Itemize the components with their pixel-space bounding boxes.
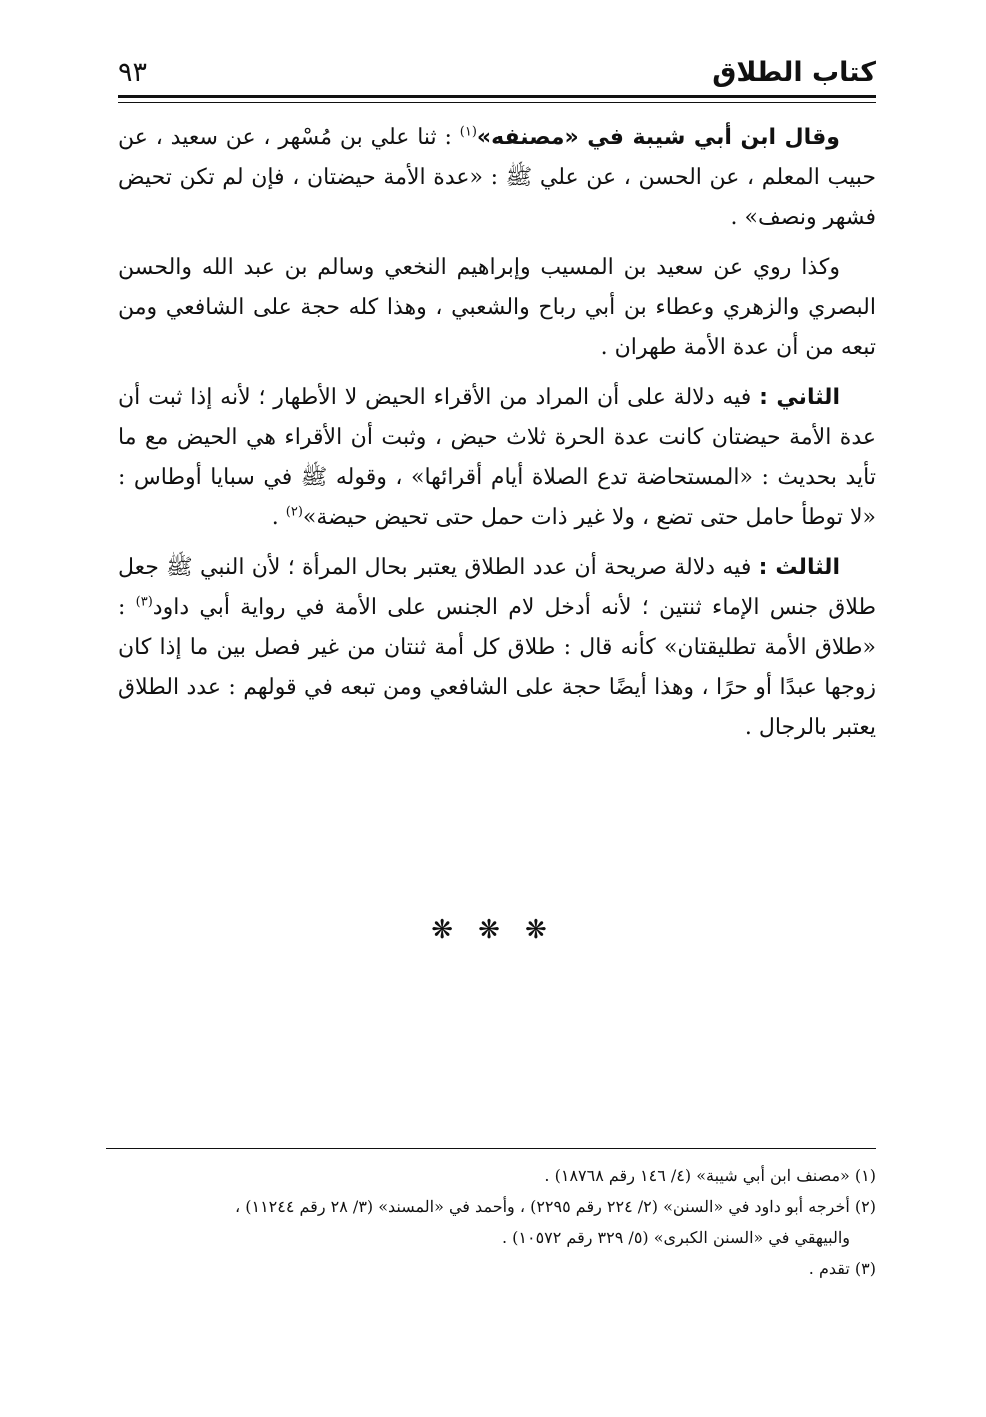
paragraph-text: : ثنا علي بن مُسْهر ، عن سعيد ، عن حبيب المعلم ، عن الحسن ، عن علي ﷺ : «عدة الأمة حيضتان ، فإن لم تكن تحيض فشهر ونصف» .: [118, 125, 876, 230]
paragraph-text: فيه دلالة صريحة أن عدد الطلاق يعتبر بحال المرأة ؛ لأن النبي ﷺ جعل طلاق جنس الإماء ثنتين ؛ لأنه أدخل لام الجنس على الأمة في رواية أبي داود: [118, 555, 876, 620]
paragraph-third-point: [118, 548, 876, 748]
footnote-ref-1[interactable]: (١): [459, 124, 477, 140]
footnote-ref-2[interactable]: (٢): [285, 504, 303, 520]
section-separator: ❋ ❋ ❋: [431, 915, 555, 945]
paragraph-text: فيه دلالة على أن المراد من الأقراء الحيض لا الأطهار ؛ لأنه إذا ثبت أن عدة الأمة حيضتان كانت عدة الحرة ثلاث حيض ، وثبت أن الأقراء هي الحيض مع ما تأيد بحديث : «المستحاضة تدع الصلاة أيام أقرائها» ، وقوله ﷺ في سبايا أوطاس : «لا توطأ حامل حتى تضع ، ولا غير ذات حمل حتى تحيض حيضة»: [118, 385, 876, 530]
chapter-title: كتاب الطلاق: [712, 57, 876, 88]
footnote-text: (١) «مصنف ابن أبي شيبة» (٤/ ١٤٦ رقم ١٨٧٦٨) .: [544, 1166, 876, 1185]
paragraph-second-point: [118, 378, 876, 538]
footnote-text: (٢) أخرجه أبو داود في «السنن» (٢/ ٢٢٤ رقم ٢٢٩٥) ، وأحمد في «المسند» (٣/ ٢٨ رقم ١١٢٤٤) ،: [234, 1197, 876, 1216]
paragraph-lead: الثاني :: [759, 385, 840, 410]
footnote-1: [100, 1160, 876, 1191]
footnote-rule: [106, 1148, 876, 1149]
footnote-3: [100, 1253, 876, 1284]
paragraph-ibn-abi-shayba: [118, 118, 876, 238]
paragraph-narrators: [118, 248, 876, 368]
main-text: [118, 118, 876, 758]
footnote-text: (٣) تقدم .: [808, 1259, 876, 1278]
paragraph-lead: الثالث :: [758, 555, 840, 580]
paragraph-text: وكذا روي عن سعيد بن المسيب وإبراهيم النخعي وسالم بن عبد الله والحسن البصري والزهري وعطاء بن أبي رباح والشعبي ، وهذا كله حجة على الشافعي ومن تبعه من أن عدة الأمة طهران .: [118, 255, 876, 360]
paragraph-tail: : «طلاق الأمة تطليقتان» كأنه قال : طلاق كل أمة ثنتان من غير فصل بين ما إذا كان زوجها عبدًا أو حرًا ، وهذا أيضًا حجة على الشافعي ومن تبعه في قولهم : عدد الطلاق يعتبر بالرجال .: [118, 595, 876, 740]
page-header: [118, 40, 876, 92]
footnote-continuation: والبيهقي في «السنن الكبرى» (٥/ ٣٢٩ رقم ١٠٥٧٢) .: [501, 1228, 850, 1247]
page-number: ٩٣: [118, 57, 148, 88]
footnote-ref-3[interactable]: (٣): [135, 594, 153, 610]
footnote-2: [100, 1191, 876, 1253]
footnotes: [100, 1160, 876, 1284]
paragraph-lead: وقال ابن أبي شيبة في «مصنفه»: [476, 125, 840, 150]
paragraph-tail: .: [271, 505, 286, 530]
header-rule: [118, 95, 876, 103]
